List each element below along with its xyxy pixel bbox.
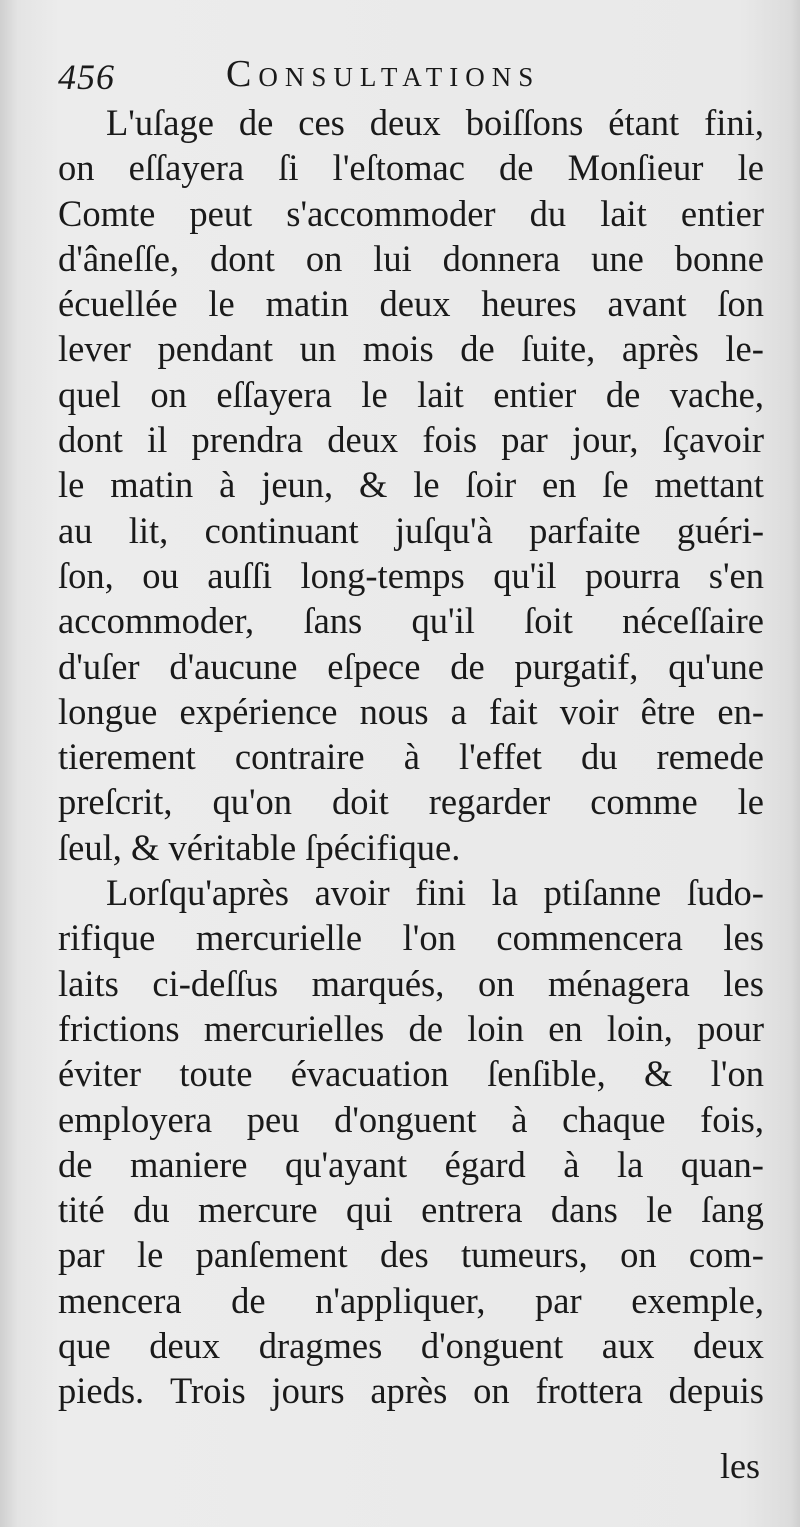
word: ſçavoir xyxy=(662,419,764,461)
word: jeun, xyxy=(261,464,334,506)
text-line xyxy=(58,281,764,326)
word: tumeurs, xyxy=(461,1234,588,1276)
word: quel xyxy=(58,373,121,415)
word: à xyxy=(219,464,236,506)
word: continuant xyxy=(204,509,359,551)
word: ſenſible, xyxy=(487,1053,606,1095)
body-text xyxy=(58,100,764,1414)
word: être xyxy=(640,690,696,732)
text-line xyxy=(58,1323,764,1368)
word: jours xyxy=(271,1370,345,1412)
word: bonne xyxy=(674,237,764,279)
word: fini xyxy=(415,872,466,914)
page-number: 456 xyxy=(58,57,115,97)
word: entrera xyxy=(421,1189,523,1231)
word: frottera xyxy=(535,1370,643,1412)
word: tité xyxy=(58,1189,105,1231)
word: boiſſons xyxy=(465,102,584,143)
word: d'aucune xyxy=(169,645,298,687)
word: dans xyxy=(550,1189,618,1231)
word: mercure xyxy=(198,1189,318,1231)
word: doit xyxy=(331,781,389,823)
word: eſſayera xyxy=(216,373,332,415)
catchword: les xyxy=(720,1446,760,1486)
word: du xyxy=(529,192,567,234)
word: fois, xyxy=(700,1098,764,1140)
word: d'onguent xyxy=(334,1098,477,1140)
word: on xyxy=(473,1370,510,1412)
word: mercurielle xyxy=(195,917,363,959)
word: comme xyxy=(590,781,698,823)
word: dont xyxy=(210,237,275,279)
word: ces xyxy=(298,102,345,143)
word: un xyxy=(299,328,337,370)
word: deux xyxy=(149,1325,221,1367)
word: en xyxy=(548,1007,583,1049)
word: voir xyxy=(559,690,619,732)
word: ſoir xyxy=(465,464,517,506)
word: donnera xyxy=(442,237,561,279)
text-line xyxy=(58,236,764,281)
word: d'onguent xyxy=(420,1325,564,1367)
text-line xyxy=(58,689,764,734)
word: de xyxy=(450,645,485,687)
word: commencera xyxy=(496,917,683,959)
text-line xyxy=(58,644,764,689)
text-line xyxy=(58,1097,764,1142)
word: l'on xyxy=(710,1053,764,1095)
word: Trois xyxy=(169,1370,246,1412)
word: laits xyxy=(58,962,119,1004)
word: eſpece xyxy=(327,645,421,687)
word: à xyxy=(511,1098,528,1140)
word: mercurielles xyxy=(203,1007,385,1049)
word: preſcrit, xyxy=(58,781,173,823)
text-line xyxy=(58,1051,764,1096)
word: les xyxy=(723,962,764,1004)
word: de xyxy=(238,102,274,143)
word: ptiſanne xyxy=(543,872,662,914)
word: on xyxy=(305,237,343,279)
word: ménagera xyxy=(547,962,690,1004)
word: qui xyxy=(346,1189,393,1231)
word: par xyxy=(535,1279,582,1321)
word: pour xyxy=(697,1007,764,1049)
word: heures xyxy=(481,283,577,325)
word: ſi xyxy=(278,147,299,189)
word: éviter xyxy=(58,1053,142,1095)
word: à xyxy=(403,736,420,778)
word: avant xyxy=(607,283,687,325)
page-header xyxy=(58,50,758,98)
word: L'uſage xyxy=(106,102,214,143)
word: maniere xyxy=(129,1143,248,1185)
word: guéri- xyxy=(676,509,764,551)
word: prendra xyxy=(191,419,304,461)
word: le xyxy=(413,464,440,506)
word: le xyxy=(646,1189,673,1231)
word: s'accommoder xyxy=(286,192,496,234)
word: qu'ayant xyxy=(285,1143,408,1185)
word: matin xyxy=(110,464,194,506)
word: mois xyxy=(362,328,434,370)
word: eſſayera xyxy=(128,147,245,189)
word: toute xyxy=(179,1053,253,1095)
word: peu xyxy=(246,1098,300,1140)
word: vache, xyxy=(669,373,764,415)
word: & xyxy=(359,464,388,506)
word: mettant xyxy=(654,464,764,506)
word: ſoit xyxy=(524,600,573,642)
word: ſe xyxy=(602,464,629,506)
word: par xyxy=(58,1234,105,1276)
word: de xyxy=(605,373,641,415)
word: étant xyxy=(608,102,680,143)
word: regarder xyxy=(428,781,551,823)
word: après xyxy=(370,1370,448,1412)
word: jour, xyxy=(572,419,639,461)
word: que xyxy=(58,1325,111,1367)
word: on xyxy=(150,373,187,415)
word: dragmes xyxy=(258,1325,383,1367)
text-line xyxy=(58,372,764,417)
word: com- xyxy=(688,1234,764,1276)
word: longue xyxy=(58,690,158,732)
word: chaque xyxy=(562,1098,666,1140)
text-line xyxy=(58,191,764,236)
word: le xyxy=(58,464,85,506)
word: entier xyxy=(680,192,764,234)
word: remede xyxy=(656,736,764,778)
word: loin, xyxy=(606,1007,673,1049)
word: dont xyxy=(58,419,123,461)
word: du xyxy=(133,1189,170,1231)
word: quan- xyxy=(680,1143,764,1185)
word: juſqu'à xyxy=(394,509,493,551)
word: tierement xyxy=(58,736,196,778)
word: long-temps xyxy=(300,554,465,596)
word: ſon xyxy=(717,283,764,325)
word: panſement xyxy=(195,1234,348,1276)
word: la xyxy=(616,1143,644,1185)
word: employera xyxy=(58,1098,213,1140)
word: frictions xyxy=(58,1007,180,1049)
text-line xyxy=(58,1368,764,1413)
text-line xyxy=(58,1187,764,1232)
word: on xyxy=(58,147,95,189)
word: ſudo- xyxy=(686,872,764,914)
word: contraire xyxy=(234,736,365,778)
text-line xyxy=(58,553,764,598)
word: en xyxy=(541,464,577,506)
word: lait xyxy=(417,373,464,415)
word: l'effet xyxy=(458,736,542,778)
text-line xyxy=(58,961,764,1006)
text-line xyxy=(58,1232,764,1277)
word: après xyxy=(621,328,699,370)
word: qu'il xyxy=(493,554,557,596)
word: fait xyxy=(488,690,538,732)
word: lait xyxy=(600,192,647,234)
word: de xyxy=(408,1007,443,1049)
word: Monſieur xyxy=(567,147,704,189)
word: pendant xyxy=(157,328,274,370)
word: ſuite, xyxy=(521,328,596,370)
word: égard xyxy=(444,1143,526,1185)
word: pourra xyxy=(585,554,681,596)
word: n'appliquer, xyxy=(315,1279,486,1321)
word: purgatif, xyxy=(514,645,639,687)
word: d'uſer xyxy=(58,645,140,687)
word: par xyxy=(501,419,548,461)
word: matin xyxy=(265,283,349,325)
line-text: ſeul, & véritable ſpécifique. xyxy=(58,826,461,868)
word: l'on xyxy=(402,917,456,959)
word: pieds. xyxy=(58,1370,145,1412)
word: lever xyxy=(58,328,131,370)
text-line xyxy=(58,870,764,915)
word: ſon, xyxy=(58,554,114,596)
word: nous xyxy=(359,690,429,732)
word: la xyxy=(491,872,518,914)
word: peut xyxy=(189,192,253,234)
word: Comte xyxy=(58,192,156,234)
word: le- xyxy=(725,328,764,370)
word: fini, xyxy=(704,102,764,143)
word: du xyxy=(580,736,618,778)
word: expérience xyxy=(179,690,338,732)
word: le xyxy=(208,283,235,325)
word: deux xyxy=(379,283,451,325)
text-line xyxy=(58,734,764,779)
word: accommoder, xyxy=(58,600,255,642)
word: parfaite xyxy=(529,509,641,551)
text-line xyxy=(58,598,764,643)
text-line xyxy=(58,915,764,960)
word: qu'on xyxy=(212,781,293,823)
word: exemple, xyxy=(631,1279,764,1321)
word: mencera xyxy=(58,1279,182,1321)
word: le xyxy=(361,373,388,415)
text-line xyxy=(58,100,764,145)
word: marqués, xyxy=(311,962,445,1004)
word: évacuation xyxy=(290,1053,449,1095)
word: & xyxy=(644,1053,673,1095)
word: depuis xyxy=(668,1370,764,1412)
word: en- xyxy=(717,690,764,732)
text-line xyxy=(58,779,764,824)
word: a xyxy=(450,690,467,732)
text-line xyxy=(58,326,764,371)
word: écuellée xyxy=(58,283,178,325)
word: lui xyxy=(373,237,412,279)
word: de xyxy=(499,147,534,189)
word: le xyxy=(136,1234,164,1276)
word: une xyxy=(591,237,644,279)
word: il xyxy=(147,419,168,461)
word: qu'une xyxy=(668,645,764,687)
word: néceſſaire xyxy=(622,600,764,642)
word: entier xyxy=(493,373,577,415)
word: loin xyxy=(467,1007,524,1049)
text-line xyxy=(58,1278,764,1323)
word: ſans xyxy=(303,600,363,642)
word: ou xyxy=(142,554,179,596)
word: rifique xyxy=(58,917,156,959)
text-line xyxy=(58,1006,764,1051)
word: de xyxy=(231,1279,266,1321)
word: à xyxy=(563,1143,580,1185)
word: Lorſqu'après xyxy=(106,872,289,914)
word: fois xyxy=(422,419,478,461)
word: le xyxy=(737,781,764,823)
word: au xyxy=(58,509,93,551)
word: auſſi xyxy=(207,554,273,596)
word: de xyxy=(58,1143,93,1185)
word: des xyxy=(380,1234,429,1276)
text-line xyxy=(58,1142,764,1187)
word: deux xyxy=(693,1325,764,1367)
word: s'en xyxy=(708,554,764,596)
word: avoir xyxy=(314,872,390,914)
word: les xyxy=(723,917,764,959)
text-line xyxy=(58,145,764,190)
running-head: Consultations xyxy=(226,53,541,95)
word: on xyxy=(477,962,515,1004)
text-line xyxy=(58,462,764,507)
text-line xyxy=(58,508,764,553)
word: on xyxy=(620,1234,657,1276)
word: aux xyxy=(601,1325,655,1367)
word: le xyxy=(737,147,764,189)
word: ci-deſſus xyxy=(152,962,279,1004)
text-line xyxy=(58,417,764,462)
word: l'eſtomac xyxy=(332,147,465,189)
word: d'âneſſe, xyxy=(58,237,180,279)
word: ſang xyxy=(701,1189,764,1231)
word: qu'il xyxy=(411,600,475,642)
word: de xyxy=(460,328,495,370)
word: deux xyxy=(327,419,399,461)
text-line xyxy=(58,825,764,870)
word: deux xyxy=(369,102,441,143)
word: lit, xyxy=(128,509,169,551)
